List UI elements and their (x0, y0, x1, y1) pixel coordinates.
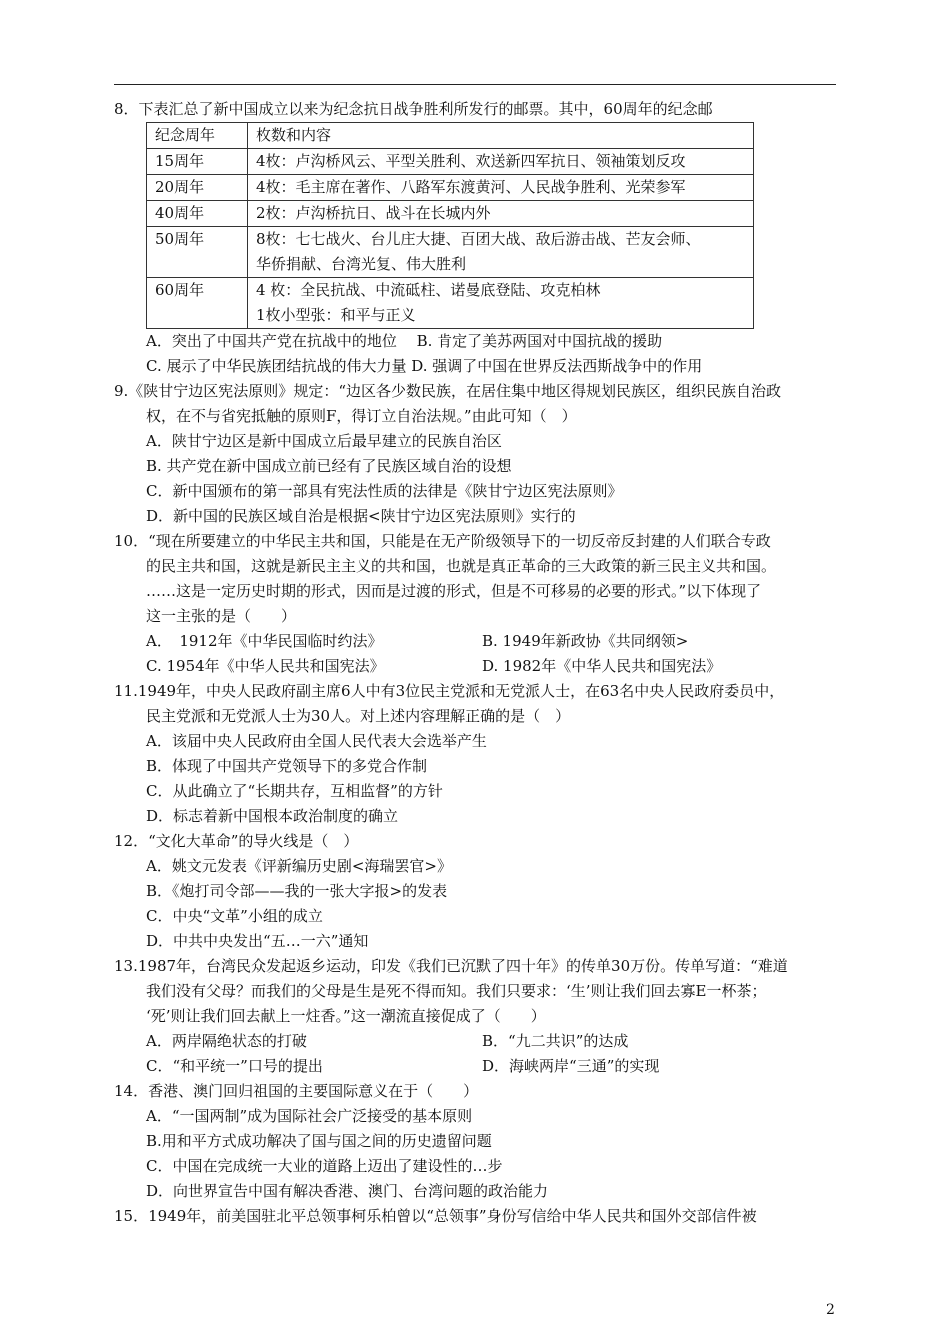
q13-stem-line: ‘死’则让我们回去献上一炷香。”这一潮流直接促成了（ ） (146, 1007, 546, 1025)
table-header-cell: 枚数和内容 (248, 123, 754, 149)
table-cell-line: 1枚小型张：和平与正义 (256, 306, 416, 324)
q13-option-c: C．“和平统一”口号的提出 (146, 1057, 323, 1075)
question-8 (114, 97, 836, 379)
question-14 (114, 1079, 836, 1204)
table-cell-line: 4枚：卢沟桥风云、平型关胜利、欢送新四军抗日、领袖策划反攻 (256, 152, 686, 170)
q10-option-d: D. 1982年《中华人民共和国宪法》 (482, 657, 722, 675)
q15-stem-line: 15．1949年，前美国驻北平总领事柯乐柏曾以“总领事”身份写信给中华人民共和国外交部信件被 (114, 1207, 757, 1225)
table-cell-content (248, 227, 754, 278)
table-cell-line: 8枚：七七战火、台儿庄大捷、百团大战、敌后游击战、芒友会师、 (256, 230, 701, 248)
q9-option-b: B. 共产党在新中国成立前已经有了民族区域自治的设想 (146, 457, 512, 475)
table-cell-line: 4枚：毛主席在著作、八路军东渡黄河、人民战争胜利、光荣参军 (256, 178, 686, 196)
q14-stem-line: 14．香港、澳门回归祖国的主要国际意义在于（ ） (114, 1082, 479, 1100)
q8-option-cd: C. 展示了中华民族团结抗战的伟大力量 D. 强调了中国在世界反法西斯战争中的作用 (146, 357, 703, 375)
q10-stem-line: 的民主共和国，这就是新民主主义的共和国，也就是真正革命的三大政策的新三民主义共和国。 (146, 557, 777, 575)
q11-stem-line: 民主党派和无党派人士为30人。对上述内容理解正确的是（ ） (146, 707, 571, 725)
q11-option-b: B．体现了中国共产党领导下的多党合作制 (146, 757, 428, 775)
q12-stem-line: 12．“文化大革命”的导火线是（ ） (114, 832, 359, 850)
question-12 (114, 829, 836, 954)
question-10 (114, 529, 836, 679)
table-row (147, 175, 754, 201)
q14-option-a: A．“一国两制”成为国际社会广泛接受的基本原则 (146, 1107, 473, 1125)
q11-option-d: D．标志着新中国根本政治制度的确立 (146, 807, 399, 825)
q9-option-a: A．陕甘宁边区是新中国成立后最早建立的民族自治区 (146, 432, 502, 450)
q14-option-d: D．向世界宣告中国有解决香港、澳门、台湾问题的政治能力 (146, 1182, 549, 1200)
header-rule (114, 84, 836, 85)
table-cell-year: 40周年 (147, 201, 248, 227)
page-number: 2 (826, 1302, 835, 1318)
q10-options-row (114, 629, 836, 654)
q13-stem-line: 13.1987年，台湾民众发起返乡运动，印发《我们已沉默了四十年》的传单30万份。传单写道：“难道 (114, 957, 788, 975)
q9-stem-line: 9.《陕甘宁边区宪法原则》规定：“边区各少数民族，在居住集中地区得规划民族区，组织民族自治政 (114, 382, 781, 400)
q13-options-row (114, 1054, 836, 1079)
question-13 (114, 954, 836, 1079)
q9-option-d: D．新中国的民族区域自治是根据<陕甘宁边区宪法原则》实行的 (146, 507, 576, 525)
q14-option-c: C．中国在完成统一大业的道路上迈出了建设性的…步 (146, 1157, 503, 1175)
question-15 (114, 1204, 836, 1229)
q9-option-c: C．新中国颁布的第一部具有宪法性质的法律是《陕甘宁边区宪法原则》 (146, 482, 623, 500)
q10-option-a: A． 1912年《中华民国临时约法》 (146, 632, 383, 650)
table-header-cell: 纪念周年 (147, 123, 248, 149)
table-cell-line: 2枚：卢沟桥抗日、战斗在长城内外 (256, 204, 491, 222)
table-cell-line: 4 枚：全民抗战、中流砥柱、诺曼底登陆、攻克柏林 (256, 281, 601, 299)
q13-option-d: D．海峡两岸“三通”的实现 (482, 1057, 660, 1075)
q12-option-b: B．《炮打司令部——我的一张大字报>的发表 (146, 882, 448, 900)
q13-stem-line: 我们没有父母？而我们的父母是生是死不得而知。我们只要求：‘生’则让我们回去寡E一杯茶； (146, 982, 767, 1000)
table-row (147, 227, 754, 278)
table-row (147, 278, 754, 329)
q9-stem-line: 权，在不与省宪抵触的原则F，得订立自治法规。”由此可知（ ） (146, 407, 577, 425)
table-cell-year: 20周年 (147, 175, 248, 201)
q12-option-d: D．中共中央发出“五…一六”通知 (146, 932, 369, 950)
q11-option-a: A．该届中央人民政府由全国人民代表大会选举产生 (146, 732, 487, 750)
q13-options-row (114, 1029, 836, 1054)
q12-option-c: C．中央“文革”小组的成立 (146, 907, 323, 925)
table-row (147, 201, 754, 227)
q8-stem: 8．下表汇总了新中国成立以来为纪念抗日战争胜利所发行的邮票。其中，60周年的纪念邮 (114, 100, 713, 118)
q10-option-b: B. 1949年新政协《共同纲领> (482, 632, 689, 650)
table-cell-content (248, 278, 754, 329)
q8-option-ab: A．突出了中国共产党在抗战中的地位 B. 肯定了美苏两国对中国抗战的援助 (146, 332, 663, 350)
q11-stem-line: 11.1949年，中央人民政府副主席6人中有3位民主党派和无党派人士，在63名中央人民政府委员中， (114, 682, 785, 700)
q10-stem-line: ……这是一定历史时期的形式，因而是过渡的形式，但是不可移易的必要的形式。”以下体现了 (146, 582, 762, 600)
table-cell-line: 华侨捐献、台湾光复、伟大胜利 (256, 255, 467, 273)
table-cell-year: 50周年 (147, 227, 248, 278)
page-content (114, 97, 836, 1229)
table-row (147, 149, 754, 175)
q10-options-row (114, 654, 836, 679)
q14-option-b: B.用和平方式成功解决了国与国之间的历史遗留问题 (146, 1132, 492, 1150)
table-cell-content (248, 201, 754, 227)
question-11 (114, 679, 836, 829)
q13-option-a: A．两岸隔绝状态的打破 (146, 1032, 307, 1050)
q10-stem-line: 这一主张的是（ ） (146, 607, 297, 625)
table-cell-year: 15周年 (147, 149, 248, 175)
q13-option-b: B．“九二共识”的达成 (482, 1032, 629, 1050)
q10-option-c: C. 1954年《中华人民共和国宪法》 (146, 657, 385, 675)
question-9 (114, 379, 836, 529)
table-cell-content (248, 175, 754, 201)
table-header-row (147, 123, 754, 149)
table-cell-content (248, 149, 754, 175)
table-cell-year: 60周年 (147, 278, 248, 329)
q11-option-c: C．从此确立了“长期共存，互相监督”的方针 (146, 782, 443, 800)
stamp-table (146, 122, 754, 329)
q12-option-a: A．姚文元发表《评新编历史剧<海瑞罢官>》 (146, 857, 452, 875)
q10-stem-line: 10．“现在所要建立的中华民主共和国，只能是在无产阶级领导下的一切反帝反封建的人们联合专政 (114, 532, 771, 550)
